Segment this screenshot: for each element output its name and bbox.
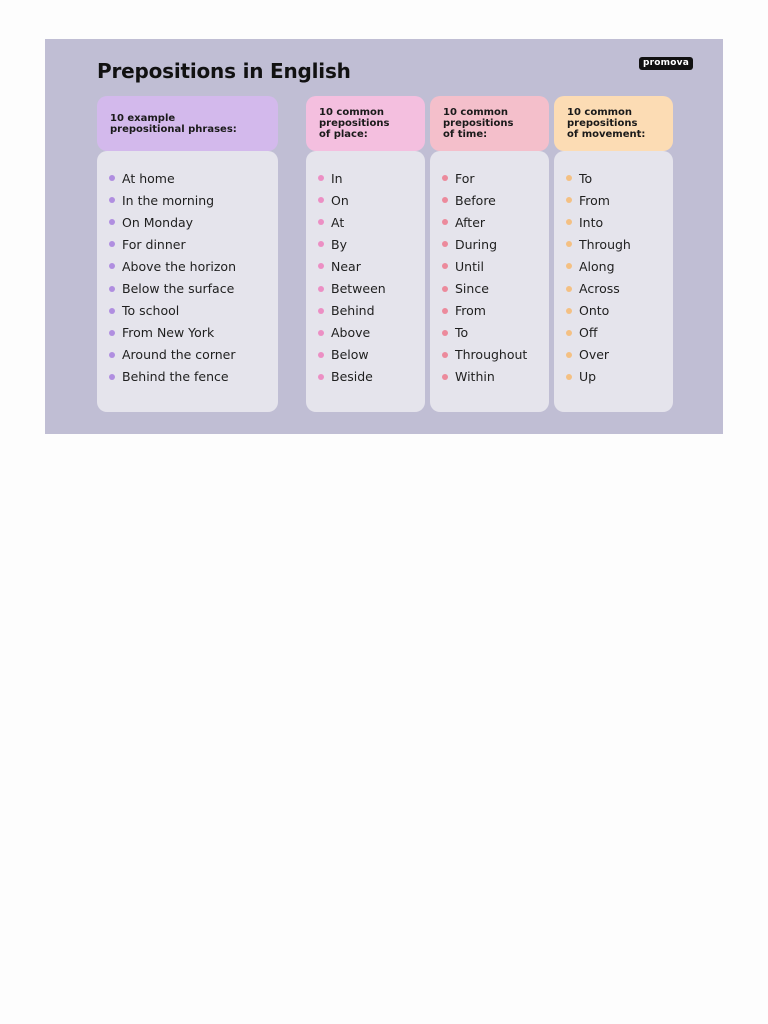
list-item-label: Above the horizon xyxy=(122,258,236,274)
list-item-label: To xyxy=(455,325,469,341)
list-item-label: At xyxy=(331,214,345,230)
list-item-label: Behind the fence xyxy=(122,369,229,385)
bullet-icon xyxy=(566,308,572,314)
bullet-icon xyxy=(109,263,115,269)
infographic-card xyxy=(45,39,723,434)
item-list xyxy=(442,167,549,388)
bullet-icon xyxy=(566,197,572,203)
list-item-label: Until xyxy=(455,258,484,274)
list-item-label: Below the surface xyxy=(122,281,235,297)
bullet-icon xyxy=(318,286,324,292)
list-item-label: Near xyxy=(331,258,361,274)
column-heading: 10 common prepositions of place: xyxy=(306,96,425,151)
list-item xyxy=(109,344,278,366)
list-item xyxy=(109,366,278,388)
list-item xyxy=(318,300,425,322)
list-item xyxy=(566,322,673,344)
list-item-label: Around the corner xyxy=(122,347,236,363)
list-item-label: Below xyxy=(331,347,369,363)
list-item xyxy=(109,211,278,233)
list-item-label: From xyxy=(579,192,610,208)
list-item-label: To xyxy=(579,170,593,186)
bullet-icon xyxy=(442,219,448,225)
list-item xyxy=(566,277,673,299)
list-item-label: After xyxy=(455,214,486,230)
list-item-label: Up xyxy=(579,369,597,385)
list-item-label: From New York xyxy=(122,325,215,341)
list-item xyxy=(442,211,549,233)
bullet-icon xyxy=(109,330,115,336)
bullet-icon xyxy=(109,241,115,247)
list-item xyxy=(566,255,673,277)
bullet-icon xyxy=(318,197,324,203)
list-item-label: Throughout xyxy=(455,347,528,363)
bullet-icon xyxy=(442,241,448,247)
list-item-label: For xyxy=(455,170,475,186)
list-item xyxy=(566,167,673,189)
list-item xyxy=(109,277,278,299)
bullet-icon xyxy=(566,175,572,181)
bullet-icon xyxy=(442,286,448,292)
list-item xyxy=(566,233,673,255)
column-panel xyxy=(97,151,278,412)
list-item-label: By xyxy=(331,236,347,252)
column-panel xyxy=(554,151,673,412)
bullet-icon xyxy=(566,219,572,225)
bullet-icon xyxy=(318,263,324,269)
list-item xyxy=(318,344,425,366)
list-item-label: Within xyxy=(455,369,495,385)
bullet-icon xyxy=(442,352,448,358)
list-item-label: Behind xyxy=(331,303,375,319)
item-list xyxy=(566,167,673,388)
list-item xyxy=(566,344,673,366)
list-item xyxy=(318,167,425,189)
bullet-icon xyxy=(566,374,572,380)
list-item xyxy=(318,366,425,388)
bullet-icon xyxy=(109,308,115,314)
list-item xyxy=(109,322,278,344)
list-item xyxy=(318,277,425,299)
list-item-label: Onto xyxy=(579,303,610,319)
bullet-icon xyxy=(109,286,115,292)
list-item xyxy=(442,255,549,277)
list-item xyxy=(318,233,425,255)
list-item-label: From xyxy=(455,303,486,319)
list-item xyxy=(442,189,549,211)
list-item xyxy=(442,233,549,255)
column-heading: 10 common prepositions of time: xyxy=(430,96,549,151)
bullet-icon xyxy=(442,330,448,336)
bullet-icon xyxy=(318,352,324,358)
list-item-label: For dinner xyxy=(122,236,186,252)
bullet-icon xyxy=(109,352,115,358)
list-item xyxy=(566,211,673,233)
list-item xyxy=(109,167,278,189)
bullet-icon xyxy=(318,175,324,181)
list-item xyxy=(442,344,549,366)
bullet-icon xyxy=(442,308,448,314)
list-item-label: Through xyxy=(579,236,631,252)
bullet-icon xyxy=(566,286,572,292)
bullet-icon xyxy=(109,197,115,203)
list-item xyxy=(318,322,425,344)
bullet-icon xyxy=(109,175,115,181)
list-item-label: On xyxy=(331,192,349,208)
bullet-icon xyxy=(318,219,324,225)
bullet-icon xyxy=(318,374,324,380)
item-list xyxy=(318,167,425,388)
bullet-icon xyxy=(442,263,448,269)
bullet-icon xyxy=(442,175,448,181)
list-item-label: To school xyxy=(122,303,180,319)
list-item xyxy=(109,233,278,255)
list-item-label: Off xyxy=(579,325,598,341)
list-item-label: Beside xyxy=(331,369,373,385)
bullet-icon xyxy=(318,241,324,247)
list-item xyxy=(109,189,278,211)
list-item xyxy=(442,277,549,299)
list-item xyxy=(566,300,673,322)
list-item xyxy=(566,189,673,211)
list-item xyxy=(442,366,549,388)
list-item-label: At home xyxy=(122,170,175,186)
bullet-icon xyxy=(318,308,324,314)
list-item-label: Since xyxy=(455,281,489,297)
list-item xyxy=(318,211,425,233)
list-item-label: In xyxy=(331,170,343,186)
list-item xyxy=(318,189,425,211)
column-panel xyxy=(306,151,425,412)
list-item-label: On Monday xyxy=(122,214,194,230)
bullet-icon xyxy=(442,197,448,203)
bullet-icon xyxy=(566,352,572,358)
bullet-icon xyxy=(566,330,572,336)
list-item-label: Into xyxy=(579,214,604,230)
list-item-label: During xyxy=(455,236,498,252)
column-heading: 10 common prepositions of movement: xyxy=(554,96,673,151)
bullet-icon xyxy=(109,374,115,380)
list-item-label: Between xyxy=(331,281,386,297)
bullet-icon xyxy=(318,330,324,336)
list-item xyxy=(442,167,549,189)
page-title: Prepositions in English xyxy=(97,59,351,83)
column-heading: 10 example prepositional phrases: xyxy=(97,96,278,151)
list-item-label: Over xyxy=(579,347,610,363)
brand-logo: promova xyxy=(639,57,693,70)
list-item xyxy=(109,255,278,277)
bullet-icon xyxy=(442,374,448,380)
list-item xyxy=(566,366,673,388)
list-item-label: Above xyxy=(331,325,371,341)
list-item-label: In the morning xyxy=(122,192,215,208)
list-item xyxy=(109,300,278,322)
bullet-icon xyxy=(566,241,572,247)
column-panel xyxy=(430,151,549,412)
list-item xyxy=(442,300,549,322)
bullet-icon xyxy=(566,263,572,269)
list-item xyxy=(318,255,425,277)
list-item xyxy=(442,322,549,344)
item-list xyxy=(109,167,278,388)
list-item-label: Across xyxy=(579,281,620,297)
list-item-label: Before xyxy=(455,192,496,208)
list-item-label: Along xyxy=(579,258,615,274)
bullet-icon xyxy=(109,219,115,225)
